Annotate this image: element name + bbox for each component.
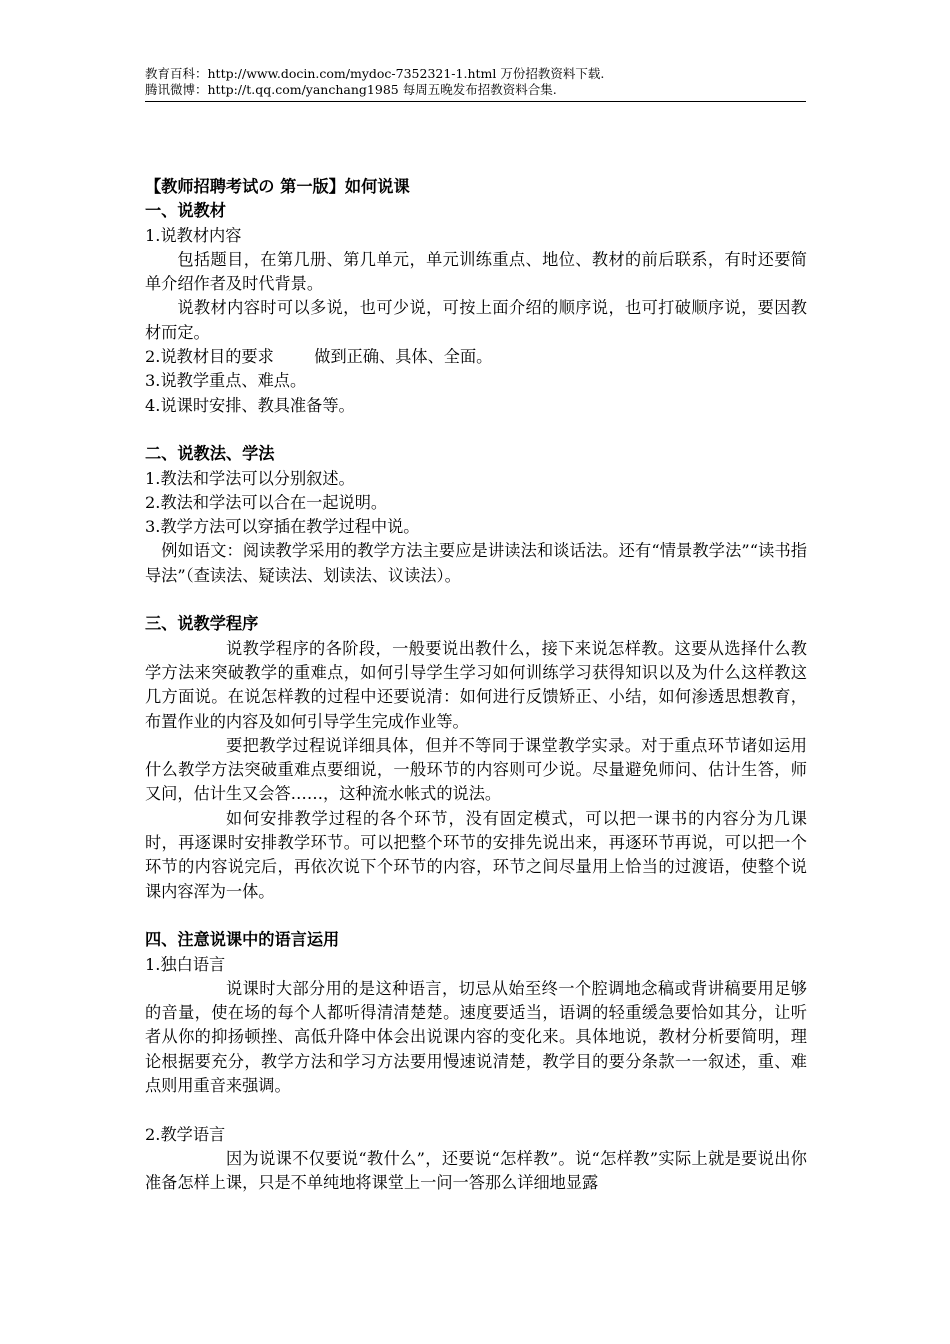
sec1-item2 xyxy=(145,345,807,369)
section-heading-2: 二、说教法、学法 xyxy=(145,444,275,464)
section-heading-4: 四、注意说课中的语言运用 xyxy=(145,930,340,950)
section-heading-1: 一、说教材 xyxy=(145,201,226,221)
sec1-item4: 4.说课时安排、教具准备等。 xyxy=(145,395,355,415)
sec3-paragraph-2: 要把教学过程说详细具体，但并不等同于课堂教学实录。对于重点环节诸如运用什么教学方法突破重难点要细说，一般环节的内容则可少说。尽量避免师问、估计生答，师又问，估计生又会答……，这种流水帐式的说法。 xyxy=(145,735,807,804)
section-heading-3: 三、说教学程序 xyxy=(145,614,259,634)
sec1-item3: 3.说教学重点、难点。 xyxy=(145,371,307,391)
sec2-item2: 2.教法和学法可以合在一起说明。 xyxy=(145,492,388,512)
sec2-item1: 1.教法和学法可以分别叙述。 xyxy=(145,468,355,488)
document-title: 【教师招聘考试の 第一版】如何说课 xyxy=(145,177,410,196)
sec1-item2-label: 2.说教材目的要求 xyxy=(145,347,274,367)
page-header xyxy=(145,66,805,98)
sec4-sub2-paragraph: 因为说课不仅要说“教什么”，还要说“怎样教”。说“怎样教”实际上就是要说出你准备怎样上课，只是不单纯地将课堂上一问一答那么详细地显露 xyxy=(145,1148,807,1193)
sec4-sub1-paragraph: 说课时大部分用的是这种语言，切忌从始至终一个腔调地念稿或背讲稿要用足够的音量，使在场的每个人都听得清清楚楚。速度要适当，语调的轻重缓急要恰如其分，让听者从你的抑扬顿挫、高低升降中体会出说课内容的变化来。具体地说，教材分析要简明，理论根据要充分，教学方法和学习方法要用慢速说清楚，教学目的要分条款一一叙述，重、难点则用重音来强调。 xyxy=(145,978,807,1095)
sec3-paragraph-1: 说教学程序的各阶段，一般要说出教什么，接下来说怎样教。这要从选择什么教学方法来突破教学的重难点，如何引导学生学习如何训练学习获得知识以及为什么这样教这几方面说。在说怎样教的过程中还要说清：如何进行反馈矫正、小结，如何渗透思想教育，布置作业的内容及如何引导学生完成作业等。 xyxy=(145,638,807,731)
sec4-sub1-label: 1.独白语言 xyxy=(145,954,226,974)
sec1-item1-label: 1.说教材内容 xyxy=(145,225,242,245)
header-line-docin: 教育百科：http://www.docin.com/mydoc-7352321-1.html 万份招教资料下载. xyxy=(145,66,605,81)
sec3-paragraph-3: 如何安排教学过程的各个环节，没有固定模式，可以把一课书的内容分为几课时，再逐课时安排教学环节。可以把整个环节的安排先说出来，再逐环节再说，可以把一个环节的内容说完后，再依次说下个环节的内容，环节之间尽量用上恰当的过渡语，使整个说课内容浑为一体。 xyxy=(145,808,807,901)
sec2-paragraph: 例如语文：阅读教学采用的教学方法主要应是讲读法和谈话法。还有“情景教学法”“读书指导法”（查读法、疑读法、划读法、议读法）。 xyxy=(145,541,807,585)
sec2-item3: 3.教学方法可以穿插在教学过程中说。 xyxy=(145,517,420,537)
header-divider xyxy=(145,101,806,102)
document-body xyxy=(145,175,807,1195)
sec1-paragraph-2: 说教材内容时可以多说，也可少说，可按上面介绍的顺序说，也可打破顺序说，要因教材而定。 xyxy=(145,298,807,342)
header-line-weibo: 腾讯微博：http://t.qq.com/yanchang1985 每周五晚发布招教资料合集. xyxy=(145,82,557,97)
sec4-sub2-label: 2.教学语言 xyxy=(145,1124,226,1144)
sec1-item2-text: 做到正确、具体、全面。 xyxy=(314,347,493,367)
sec1-paragraph-1: 包括题目，在第几册、第几单元，单元训练重点、地位、教材的前后联系，有时还要简单介绍作者及时代背景。 xyxy=(145,249,807,294)
